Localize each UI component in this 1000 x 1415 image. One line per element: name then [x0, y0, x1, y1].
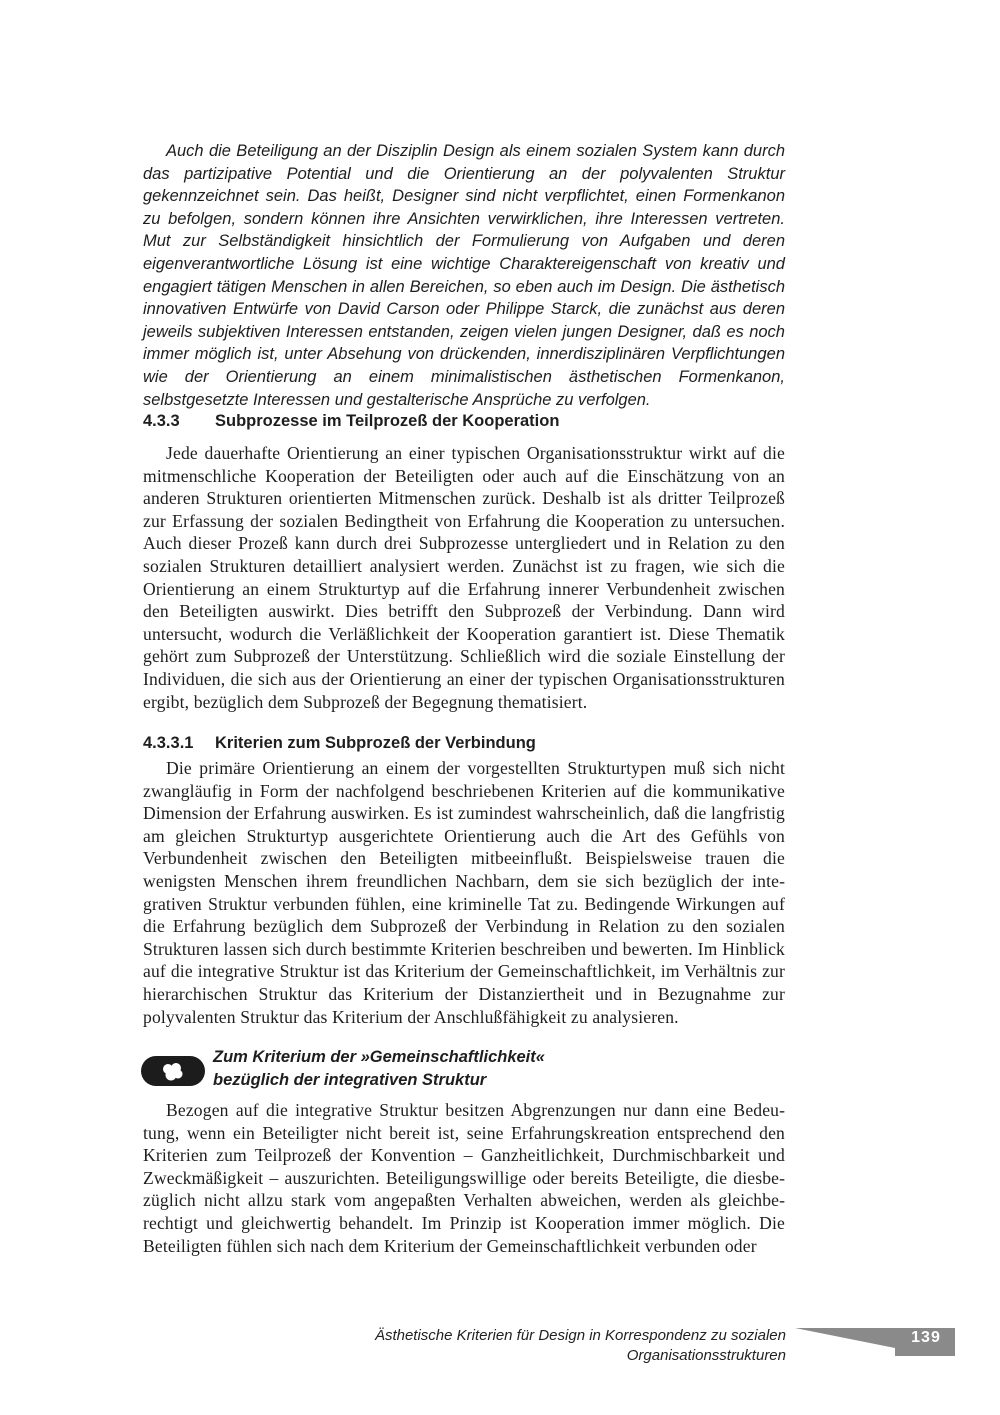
section-heading-4-3-3-1 [143, 734, 536, 753]
section-body-4-3-3-1 [143, 757, 785, 1028]
section-number: 4.3.3 [143, 412, 180, 430]
integrative-structure-icon [141, 1056, 205, 1086]
page-number: 139 [911, 1329, 941, 1346]
subsection-title-line-1: Zum Kriterium der »Gemeinschaftlichkeit« [213, 1048, 545, 1066]
section-title: Subprozesse im Teilprozeß der Kooperation [215, 412, 560, 430]
body-paragraph: Bezogen auf die integrative Struktur besitzen Abgrenzungen nur dann eine Bedeutung, wenn ein Beteiligter nicht bereit ist, seine Erfahrungskreation entsprechend den Kriterien zum Teilprozeß der Konvention – Ganzheitlichkeit, Durchmischbarkeit und Zweckmäßigkeit – auszurichten. Beteiligungswillige oder bereits Beteiligte, die diesbezüglich nicht allzu stark vom angepaßten Verhalten abweichen, werden als gleichberechtigt und gleichwertig behandelt. Im Prinzip ist Kooperation immer möglich. Die Beteiligten fühlen sich nach dem Kriterium der Gemeinschaftlichkeit verbunden oder [143, 1100, 785, 1256]
intro-paragraph-block [143, 140, 785, 411]
running-footer-title: Ästhetische Kriterien für Design in Korrespondenz zu sozialen Organisationsstrukturen [374, 1327, 786, 1364]
subsection-heading [141, 1046, 785, 1096]
page-number-tab [795, 1326, 955, 1356]
intro-paragraph: Auch die Beteiligung an der Disziplin Design als einem sozialen System kann durch das partizipative Potential und die Orientierung an der polyvalenten Struktur gekennzeichnet sein. Das heißt, Designer sind nicht verpflichtet, einen Formenkanon zu befolgen, sondern können ihre Ansichten verwirklichen, ihre Interessen vertreten. Mut zur Selbständigkeit hinsichtlich der Formulierung von Aufgaben und deren eigenverantwortliche Lösung ist eine wichtige Charaktereigenschaft von kreativ und engagiert tätigen Menschen in allen Bereichen, so eben auch im Design. Die ästhetisch innovativen Entwürfe von David Carson oder Philippe Starck, die zunächst aus deren jeweils subjektiven Interessen entstanden, zeigen vielen jungen Designer, daß es noch immer möglich ist, unter Absehung von drückenden, innerdisziplinären Verpflichtungen wie der Orientierung an einem minimalistischen ästhetischen Formenkanon, selbstgesetzte Interessen und gestalterische Ansprüche zu verfolgen. [143, 142, 785, 409]
section-body-4-3-3 [143, 442, 785, 713]
subsection-title [213, 1046, 545, 1091]
section-title: Kriterien zum Subprozeß der Verbindung [215, 734, 536, 752]
subsection-body [143, 1099, 785, 1257]
subsection-title-line-2: bezüglich der integrativen Struktur [213, 1070, 487, 1089]
body-paragraph: Jede dauerhafte Orientierung an einer typischen Organisationsstruktur wirkt auf die mitmenschliche Kooperation der Beteiligten oder auch auf die Einschätzung von an anderen Strukturen orientierten Mitmenschen zurück. Deshalb ist als dritter Teilprozeß zur Erfassung der sozialen Bedingtheit von Erfahrung die Kooperation zu untersuchen. Auch dieser Prozeß kann durch drei Subprozesse untergliedert und in Relation zu den sozialen Strukturen detailliert analysiert werden. Zunächst ist zu fragen, wie sich die Orientierung an einem Strukturtyp auf die Erfahrung innerer Verbundenheit zwischen den Beteiligten auswirkt. Dies betrifft den Subprozeß der Verbindung. Dann wird untersucht, wodurch die Verläßlichkeit der Kooperation garantiert ist. Diese Thematik gehört zum Subprozeß der Unterstützung. Schließlich wird die soziale Einstellung der Individuen, die sich aus der Orientierung an einer der typischen Organisationsstrukturen ergibt, bezüglich dem Subprozeß der Begegnung thematisiert. [143, 443, 785, 712]
section-number: 4.3.3.1 [143, 734, 194, 752]
body-paragraph: Die primäre Orientierung an einem der vorgestellten Strukturtypen muß sich nicht zwangläufig in Form der nachfolgend beschriebenen Kriterien auf die kommunikative Dimension der Erfahrung auswirken. Es ist zumindest wahrscheinlich, daß die langfristig am gleichen Strukturtyp ausgerichtete Orientierung auch die Art des Gefühls von Verbundenheit zwischen den Beteiligten mitbeeinflußt. Beispielsweise trauen die wenigsten Menschen ihrem freundlichen Nachbarn, dem sie sich bezüglich der integrativen Struktur verbunden fühlen, eine kriminelle Tat zu. Bedingende Wirkungen auf die Erfahrung bezüglich dem Subprozeß der Verbindung in Relation zu den sozialen Strukturen lassen sich durch bestimmte Kriterien beschreiben und bewerten. Im Hinblick auf die integrative Struktur ist das Kriterium der Gemeinschaftlichkeit, im Verhältnis zur hierarchischen Struktur das Kriterium der Distanziertheit und in Bezugnahme zur polyvalenten Struktur das Kriterium der Anschlußfähigkeit zu analysieren. [143, 758, 785, 1027]
section-heading-4-3-3 [143, 412, 559, 431]
